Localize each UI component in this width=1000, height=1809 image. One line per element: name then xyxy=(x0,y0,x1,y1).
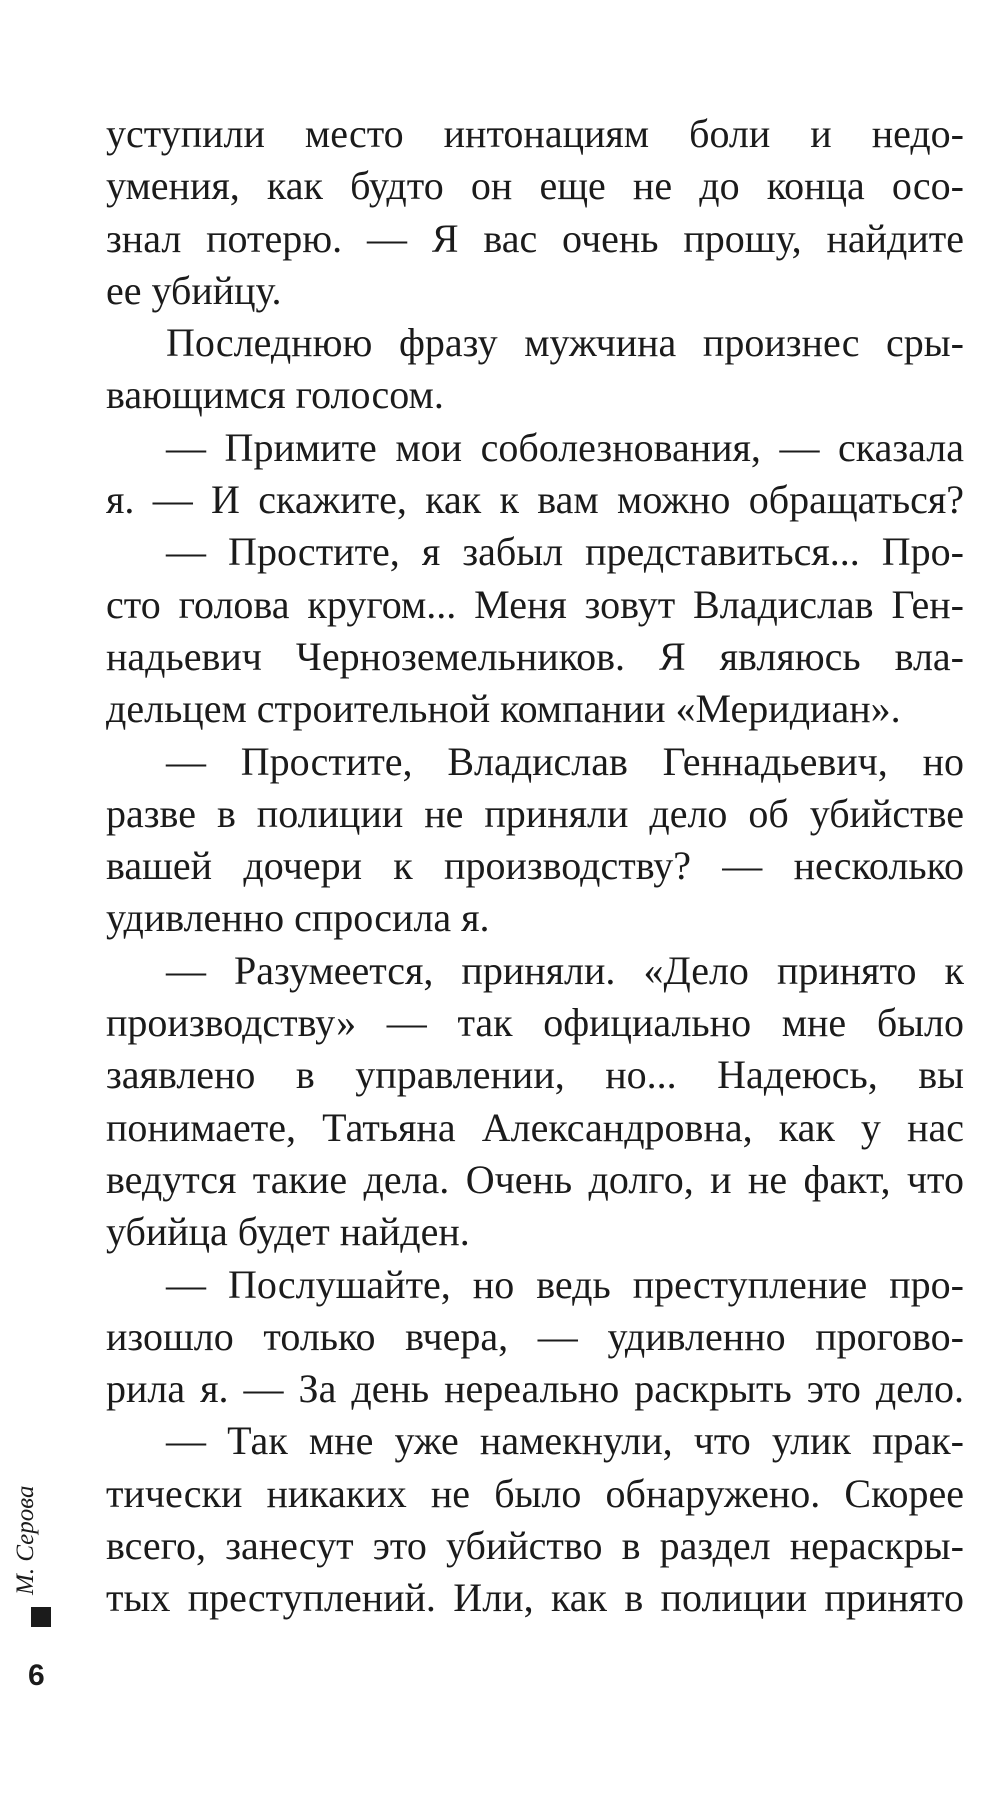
text-line: вашей дочери к производству? — несколько xyxy=(106,843,964,889)
running-head-author: М. Серова xyxy=(12,1485,39,1595)
text-line: — Послушайте, но ведь преступление про- xyxy=(166,1261,964,1307)
text-line: — Примите мои соболезнования, — сказала xyxy=(166,424,964,470)
text-line: знал потерю. — Я вас очень прошу, найдите xyxy=(106,215,964,261)
running-head-square-marker xyxy=(31,1607,51,1627)
text-line: изошло только вчера, — удивленно прогово- xyxy=(106,1313,964,1359)
text-line: ведутся такие дела. Очень долго, и не факт, что xyxy=(106,1156,964,1202)
page-body-text xyxy=(106,108,964,1625)
page-number: 6 xyxy=(28,1659,45,1692)
text-line: Последнюю фразу мужчина произнес сры- xyxy=(166,320,964,366)
text-line: — Так мне уже намекнули, что улик прак- xyxy=(166,1418,964,1464)
text-line: умения, как будто он еще не до конца осо- xyxy=(106,163,964,209)
text-line: — Простите, Владислав Геннадьевич, но xyxy=(166,738,964,784)
text-line: — Разумеется, приняли. «Дело принято к xyxy=(166,947,964,993)
text-line: удивленно спросила я. xyxy=(106,895,490,941)
text-line: я. — И скажите, как к вам можно обращаться? xyxy=(106,477,964,523)
text-line: дельцем строительной компании «Меридиан». xyxy=(106,686,901,732)
text-line: вающимся голосом. xyxy=(106,372,444,418)
text-line: рила я. — За день нереально раскрыть это дело. xyxy=(106,1366,964,1412)
text-line: уступили место интонациям боли и недо- xyxy=(106,111,964,156)
text-line: понимаете, Татьяна Александровна, как у нас xyxy=(106,1104,964,1150)
text-line: разве в полиции не приняли дело об убийстве xyxy=(106,790,964,836)
text-line: надьевич Черноземельников. Я являюсь вла- xyxy=(106,633,964,679)
text-line: сто голова кругом... Меня зовут Владислав Ген- xyxy=(106,581,964,627)
text-line: заявлено в управлении, но... Надеюсь, вы xyxy=(106,1052,964,1098)
text-line: тых преступлений. Или, как в полиции принято xyxy=(106,1575,964,1621)
text-line: — Простите, я забыл представиться... Про- xyxy=(166,529,964,575)
text-line: производству» — так официально мне было xyxy=(106,1000,964,1046)
text-line: ее убийцу. xyxy=(106,267,282,313)
text-line: убийца будет найден. xyxy=(106,1209,470,1255)
text-line: всего, занесут это убийство в раздел нераскры- xyxy=(106,1523,964,1569)
text-line: тически никаких не было обнаружено. Скорее xyxy=(106,1470,964,1516)
